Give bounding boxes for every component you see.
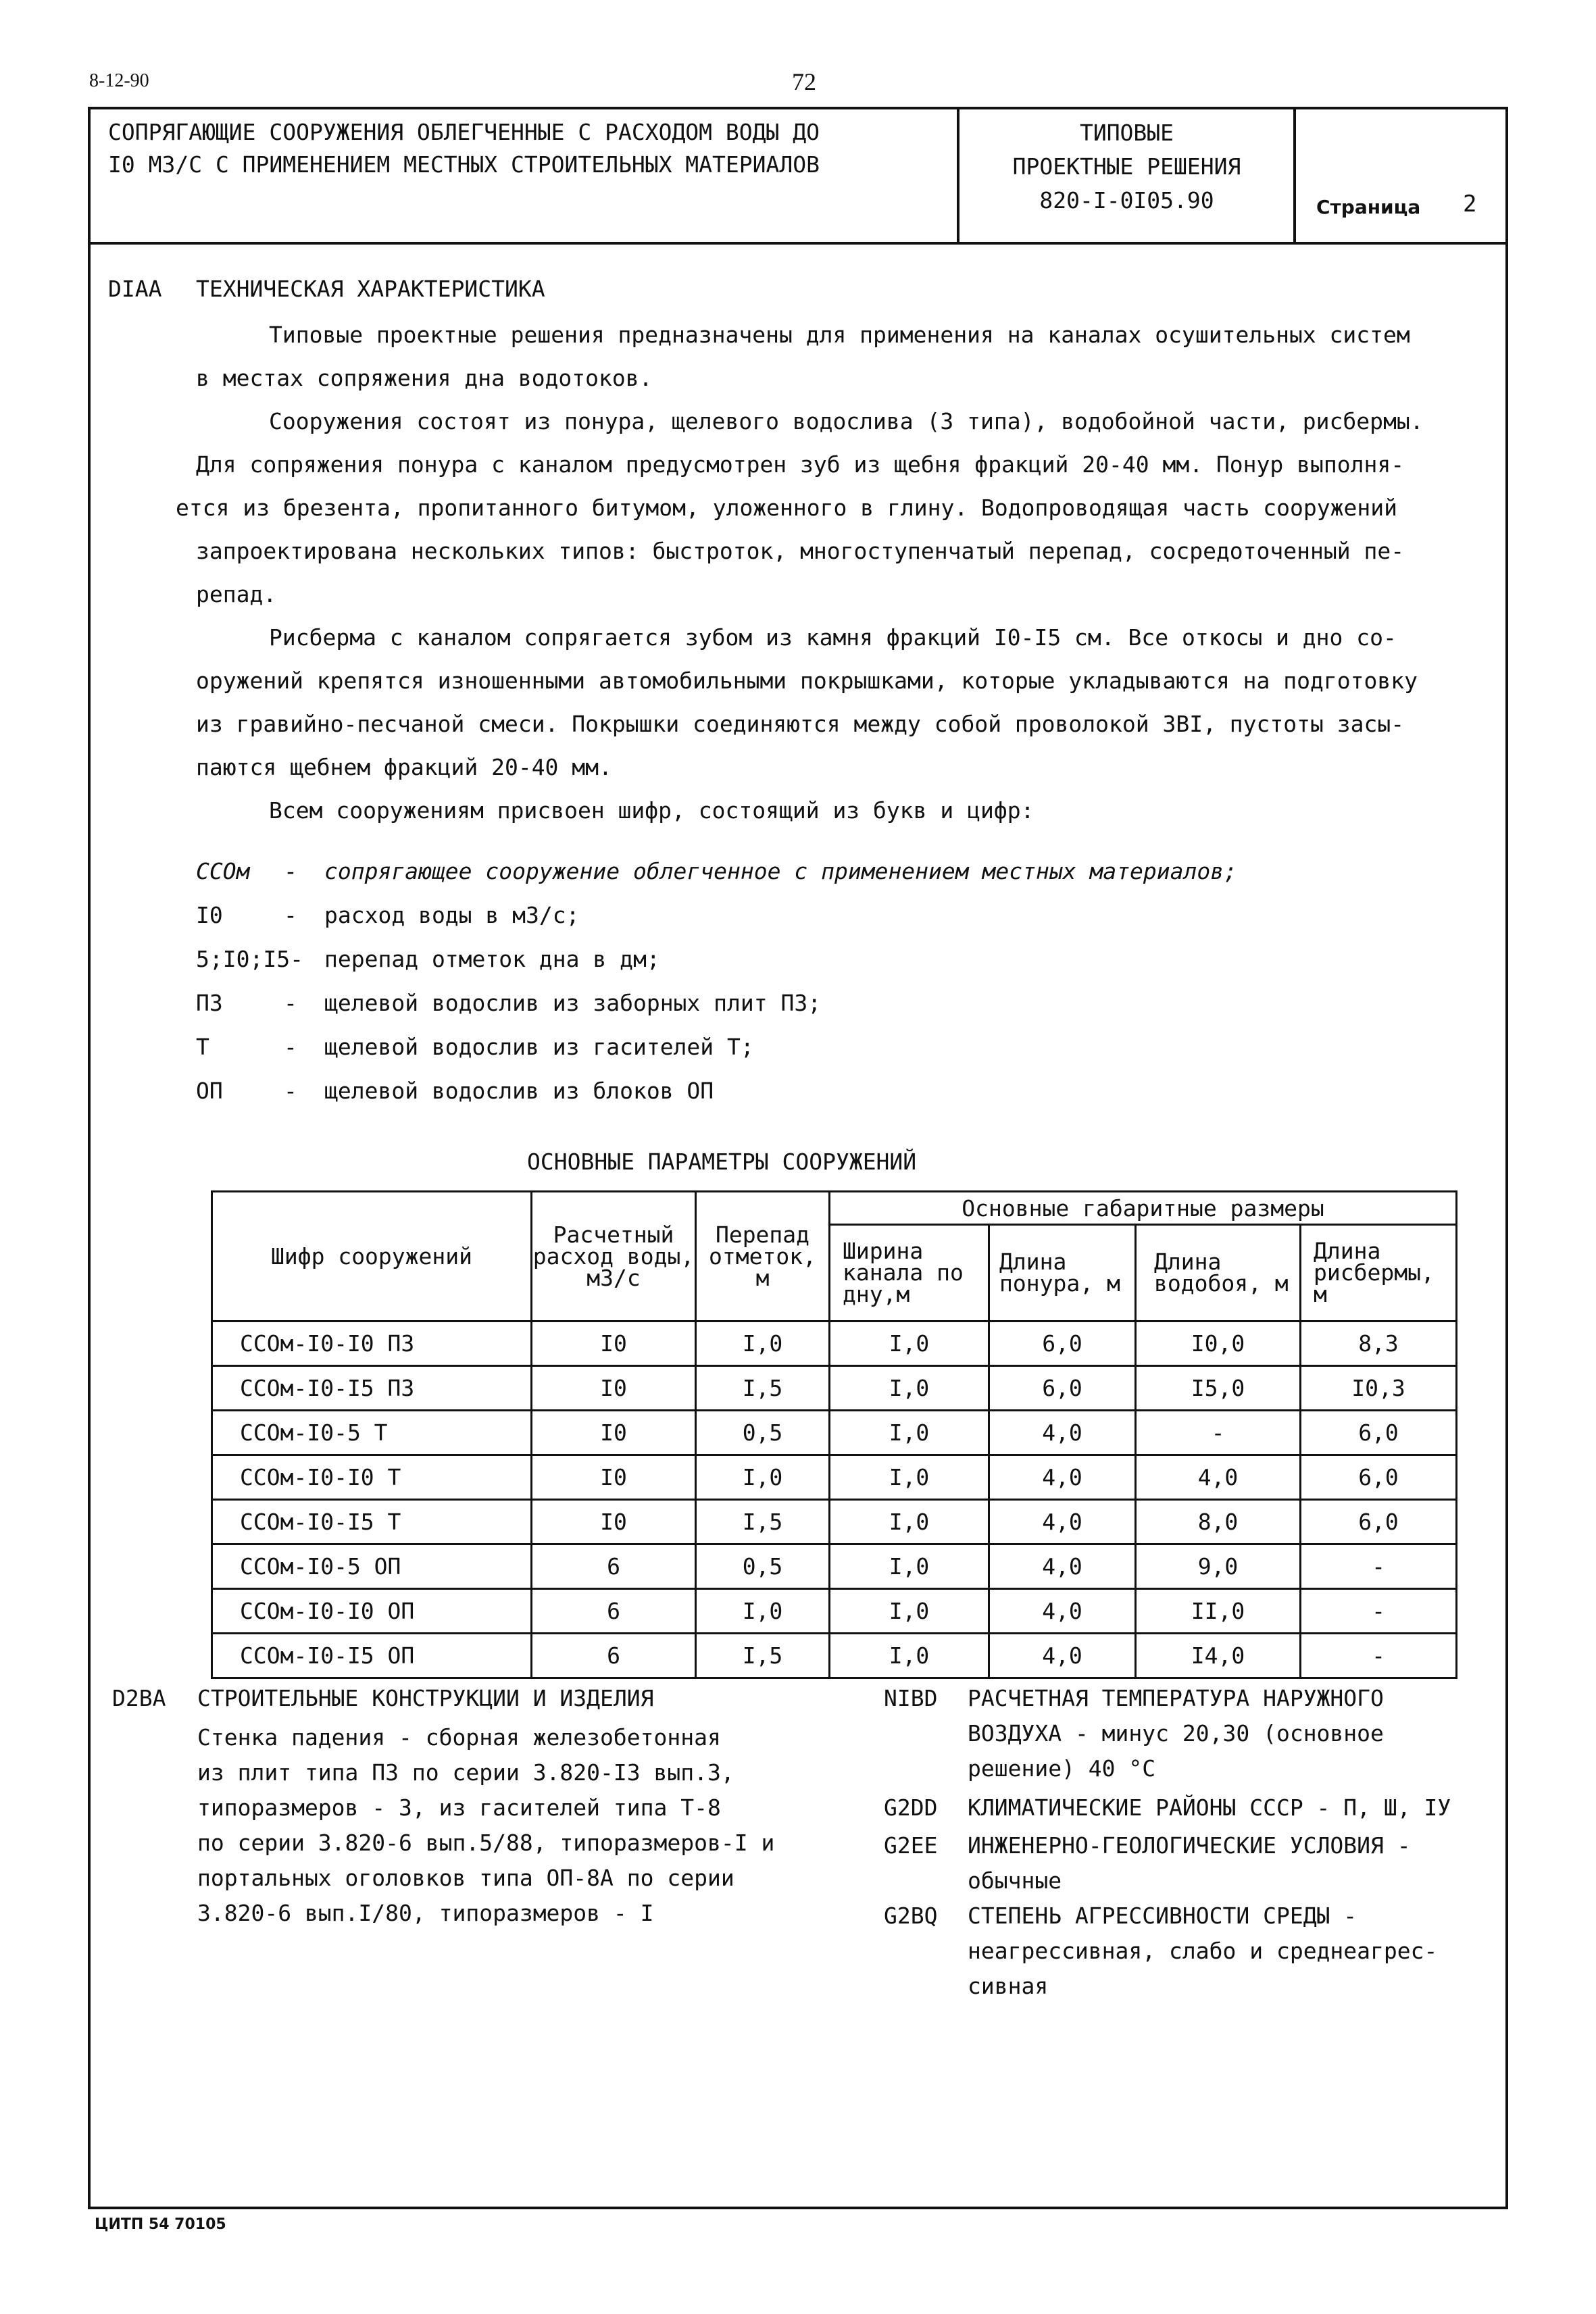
table-row: [212, 1455, 1457, 1500]
table-cell: I0,3: [1301, 1366, 1457, 1411]
header-divider-vertical: [1293, 107, 1296, 243]
table-cell: ССОм-I0-I5 ПЗ: [212, 1366, 532, 1411]
body-line: 3.820-6 вып.I/80, типоразмеров - I: [197, 1900, 654, 1926]
legend-code: ССОм: [196, 858, 250, 884]
legend-item: [196, 858, 1446, 885]
paragraph-line: из гравийно-песчаной смеси. Покрышки соединяются между собой проволокой 3BI, пустоты засы-: [196, 711, 1405, 737]
section-code: NIBD: [884, 1685, 938, 1711]
body-line: КЛИМАТИЧЕСКИЕ РАЙОНЫ СССР - П, Ш, IУ: [968, 1794, 1451, 1821]
body-line: СТЕПЕНЬ АГРЕССИВНОСТИ СРЕДЫ -: [968, 1903, 1357, 1929]
body-line: ИНЖЕНЕРНО-ГЕОЛОГИЧЕСКИЕ УСЛОВИЯ -: [968, 1832, 1411, 1859]
section-code: D2BA: [112, 1685, 166, 1711]
legend-item: [196, 946, 1446, 973]
parameters-table: [211, 1190, 1457, 1679]
table-cell: I5,0: [1136, 1366, 1301, 1411]
table-cell: I,0: [696, 1322, 830, 1366]
legend-item: [196, 1078, 1446, 1105]
table-cell: I,0: [830, 1411, 989, 1455]
table-cell: 6,0: [989, 1322, 1136, 1366]
paragraph: [176, 313, 1480, 832]
section-body: [197, 1720, 846, 1931]
section-body: [968, 1898, 1501, 2004]
table-cell: ССОм-I0-5 ОП: [212, 1544, 532, 1589]
section-code: G2DD: [884, 1794, 938, 1821]
series-number: 820-I-0I05.90: [1039, 187, 1214, 213]
body-line: из плит типа ПЗ по серии 3.820-I3 вып.3,: [197, 1759, 734, 1786]
table-cell: I,0: [830, 1634, 989, 1678]
table-cell: I,0: [830, 1500, 989, 1544]
table-cell: 6,0: [1301, 1411, 1457, 1455]
table-cell: I,5: [696, 1366, 830, 1411]
column-header: Шифр сооружений: [212, 1192, 532, 1322]
column-header: Перепад отметок, м: [696, 1192, 830, 1322]
legend-text: щелевой водослив из заборных плит ПЗ;: [324, 990, 822, 1016]
table-cell: -: [1301, 1634, 1457, 1678]
group-header: Основные габаритные размеры: [830, 1192, 1457, 1225]
table-row: [212, 1411, 1457, 1455]
table-cell: 4,0: [989, 1589, 1136, 1634]
body-line: неагрессивная, слабо и среднеагрес-: [968, 1938, 1438, 1964]
column-header: Ширина канала по дну,м: [830, 1225, 989, 1322]
table-cell: I,0: [830, 1322, 989, 1366]
table-cell: ССОм-I0-I0 ПЗ: [212, 1322, 532, 1366]
section-body: [968, 1828, 1501, 1898]
table-cell: I,0: [696, 1589, 830, 1634]
table-cell: I0: [532, 1366, 696, 1411]
paragraph-line: Типовые проектные решения предназначены для применения на каналах осушительных систем: [269, 322, 1410, 348]
table-cell: I,5: [696, 1634, 830, 1678]
paragraph-line: оружений крепятся изношенными автомобильными покрышками, которые укладываются на подготовку: [196, 668, 1418, 694]
body-line: портальных оголовков типа ОП-8А по серии: [197, 1865, 734, 1891]
table-cell: 9,0: [1136, 1544, 1301, 1589]
table-row: [212, 1366, 1457, 1411]
legend-code: Т: [196, 1034, 209, 1060]
page-label: Страница: [1316, 196, 1421, 218]
section-body: [968, 1681, 1501, 1786]
section-body: [968, 1790, 1501, 1826]
table-cell: ССОм-I0-I0 Т: [212, 1455, 532, 1500]
body-line: РАСЧЕТНАЯ ТЕМПЕРАТУРА НАРУЖНОГО: [968, 1685, 1384, 1711]
legend-dash: -: [284, 990, 297, 1016]
legend-item: [196, 902, 1446, 929]
legend-text: перепад отметок дна в дм;: [324, 946, 660, 972]
table-cell: 8,0: [1136, 1500, 1301, 1544]
paragraph-line: в местах сопряжения дна водотоков.: [196, 365, 653, 391]
body-line: Стенка падения - сборная железобетонная: [197, 1724, 721, 1751]
title-line: СОПРЯГАЮЩИЕ СООРУЖЕНИЯ ОБЛЕГЧЕННЫЕ С РАСХОДОМ ВОДЫ ДО: [108, 119, 820, 145]
table-cell: I4,0: [1136, 1634, 1301, 1678]
table-cell: 0,5: [696, 1411, 830, 1455]
legend-item: [196, 1034, 1446, 1061]
table-cell: -: [1301, 1544, 1457, 1589]
column-header: Расчетный расход воды, м3/с: [532, 1192, 696, 1322]
page-value: 2: [1463, 191, 1477, 218]
section-title: СТРОИТЕЛЬНЫЕ КОНСТРУКЦИИ И ИЗДЕЛИЯ: [197, 1685, 654, 1711]
table-cell: 6: [532, 1544, 696, 1589]
table-cell: -: [1136, 1411, 1301, 1455]
body-line: обычные: [968, 1867, 1062, 1894]
legend-dash: -: [284, 1034, 297, 1060]
table-row: [212, 1544, 1457, 1589]
legend-code: ПЗ: [196, 990, 223, 1016]
legend-text: щелевой водослив из гасителей Т;: [324, 1034, 754, 1060]
paragraph-line: Всем сооружениям присвоен шифр, состоящий из букв и цифр:: [269, 797, 1034, 824]
legend-dash: -: [284, 858, 297, 884]
table-cell: ССОм-I0-I0 ОП: [212, 1589, 532, 1634]
body-line: по серии 3.820-6 вып.5/88, типоразмеров-I и: [197, 1830, 775, 1856]
table-cell: 6,0: [1301, 1455, 1457, 1500]
paragraph-line: Для сопряжения понура с каналом предусмотрен зуб из щебня фракций 20-40 мм. Понур выполня-: [196, 451, 1405, 478]
legend-item: [196, 990, 1446, 1017]
table-cell: I0: [532, 1455, 696, 1500]
table-cell: II,0: [1136, 1589, 1301, 1634]
column-header: Длина водобоя, м: [1136, 1225, 1301, 1322]
legend-dash: -: [284, 902, 297, 928]
series-block: [966, 116, 1287, 218]
table-cell: I0: [532, 1500, 696, 1544]
table-cell: I,0: [830, 1589, 989, 1634]
table-cell: 6: [532, 1589, 696, 1634]
table-row: [212, 1500, 1457, 1544]
series-line: ТИПОВЫЕ: [1079, 120, 1174, 146]
legend-text: щелевой водослив из блоков ОП: [324, 1078, 714, 1104]
document-code: 8-12-90: [89, 70, 149, 91]
table-cell: 6: [532, 1634, 696, 1678]
legend-text: расход воды в м3/с;: [324, 902, 580, 928]
body-line: решение) 40 °С: [968, 1755, 1156, 1782]
legend-text: сопрягающее сооружение облегченное с применением местных материалов;: [324, 858, 1238, 884]
body-line: ВОЗДУХА - минус 20,30 (основное: [968, 1720, 1384, 1746]
table-row: [212, 1634, 1457, 1678]
table-cell: 4,0: [989, 1455, 1136, 1500]
table-cell: 4,0: [989, 1500, 1136, 1544]
table-cell: 6,0: [1301, 1500, 1457, 1544]
table-cell: 4,0: [989, 1544, 1136, 1589]
body-line: типоразмеров - 3, из гасителей типа Т-8: [197, 1794, 721, 1821]
series-line: ПРОЕКТНЫЕ РЕШЕНИЯ: [1012, 153, 1241, 180]
table-cell: 4,0: [989, 1411, 1136, 1455]
table-cell: I0: [532, 1411, 696, 1455]
table-cell: 4,0: [1136, 1455, 1301, 1500]
table-cell: 4,0: [989, 1634, 1136, 1678]
page-number: 72: [792, 68, 816, 95]
section-code: G2BQ: [884, 1903, 938, 1929]
body-line: сивная: [968, 1973, 1049, 1999]
table-cell: I,0: [696, 1455, 830, 1500]
legend-code: 5;I0;I5-: [196, 946, 303, 972]
paragraph-line: паются щебнем фракций 20-40 мм.: [196, 754, 612, 780]
table-cell: I,5: [696, 1500, 830, 1544]
table-cell: ССОм-I0-I5 ОП: [212, 1634, 532, 1678]
table-cell: I0,0: [1136, 1322, 1301, 1366]
table-cell: I,0: [830, 1366, 989, 1411]
section-code: G2EE: [884, 1832, 938, 1859]
paragraph-line: запроектирована нескольких типов: быстроток, многоступенчатый перепад, сосредоточенный пе-: [196, 538, 1405, 564]
section-title: ТЕХНИЧЕСКАЯ ХАРАКТЕРИСТИКА: [196, 276, 545, 302]
table-cell: 6,0: [989, 1366, 1136, 1411]
title-line: I0 М3/С С ПРИМЕНЕНИЕМ МЕСТНЫХ СТРОИТЕЛЬНЫХ МАТЕРИАЛОВ: [108, 151, 820, 178]
table-cell: 0,5: [696, 1544, 830, 1589]
legend-code: ОП: [196, 1078, 223, 1104]
paragraph-line: Рисберма с каналом сопрягается зубом из камня фракций I0-I5 см. Все откосы и дно со-: [269, 624, 1397, 651]
paragraph-line: репад.: [196, 581, 277, 607]
column-header: Длина понура, м: [989, 1225, 1136, 1322]
document-title: [108, 116, 946, 181]
table-cell: ССОм-I0-5 Т: [212, 1411, 532, 1455]
legend-dash: -: [284, 1078, 297, 1104]
table-cell: I,0: [830, 1455, 989, 1500]
table-cell: I,0: [830, 1544, 989, 1589]
paragraph-line: Сооружения состоят из понура, щелевого водослива (3 типа), водобойной части, рисбермы.: [269, 408, 1424, 434]
footer-code: ЦИТП 54 70105: [95, 2216, 226, 2233]
table-cell: 8,3: [1301, 1322, 1457, 1366]
table-row: [212, 1322, 1457, 1366]
table-row: [212, 1589, 1457, 1634]
legend-code: I0: [196, 902, 223, 928]
column-header: Длина рисбермы, м: [1301, 1225, 1457, 1322]
table-title: ОСНОВНЫЕ ПАРАМЕТРЫ СООРУЖЕНИЙ: [527, 1149, 917, 1175]
header-divider-vertical: [957, 107, 959, 243]
table-cell: I0: [532, 1322, 696, 1366]
table-cell: ССОм-I0-I5 Т: [212, 1500, 532, 1544]
table-cell: -: [1301, 1589, 1457, 1634]
section-code: DIAA: [108, 276, 162, 302]
paragraph-line: ется из брезента, пропитанного битумом, уложенного в глину. Водопроводящая часть сооружений: [176, 495, 1397, 521]
